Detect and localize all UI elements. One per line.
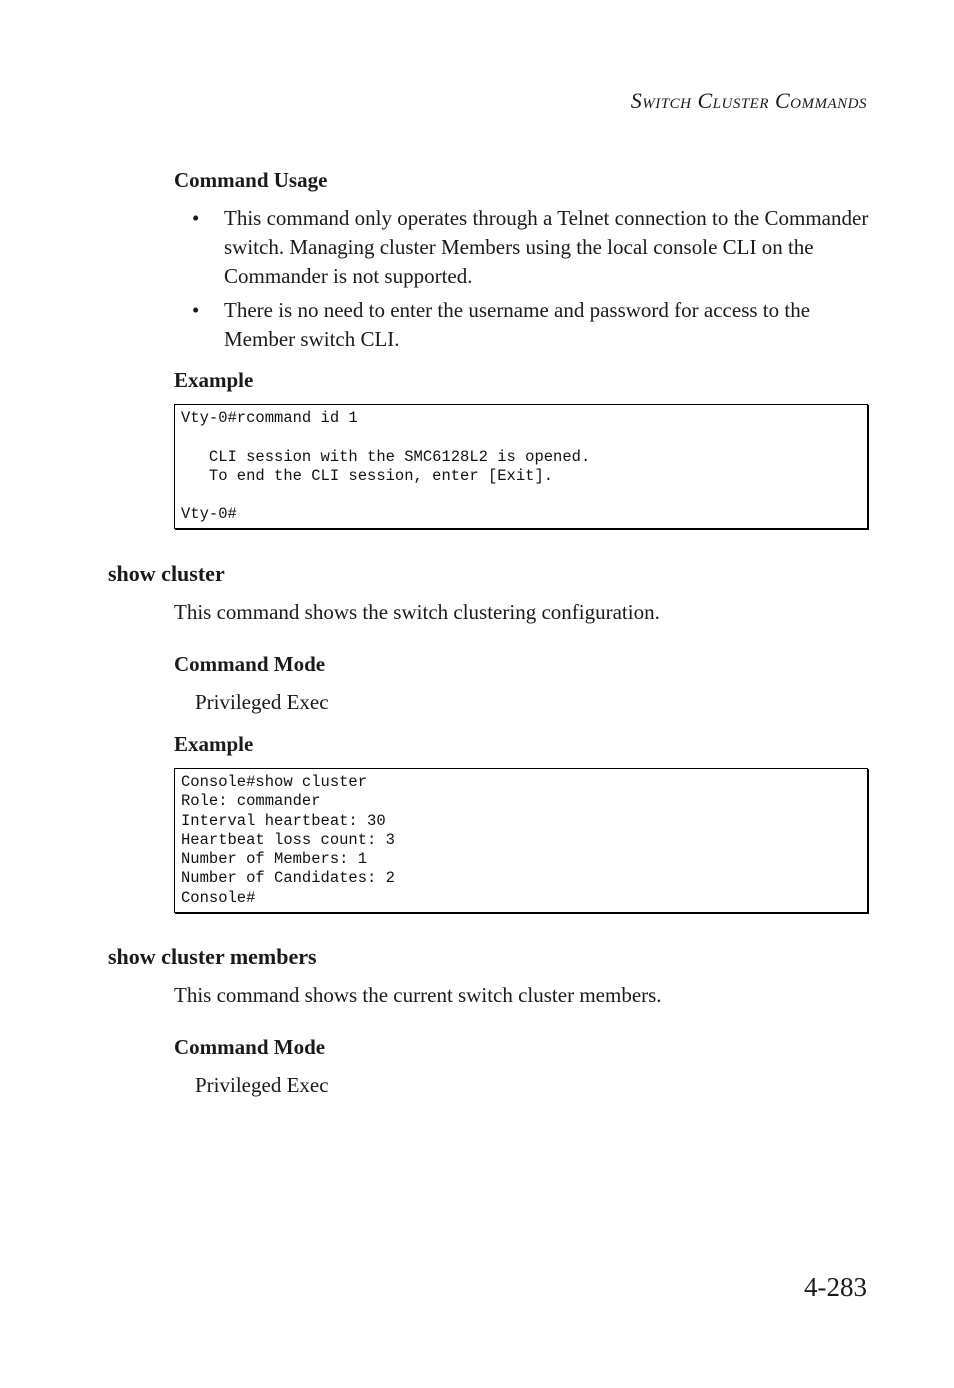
example-heading: Example — [174, 732, 254, 756]
example-code-box — [174, 768, 868, 913]
page-number: 4-283 — [804, 1272, 867, 1302]
bullet-icon: • — [192, 206, 200, 230]
command-title: show cluster members — [108, 944, 317, 969]
header-word-1: SWITCH — [630, 88, 692, 113]
command-title: show cluster — [108, 561, 225, 586]
bullet-icon: • — [192, 298, 200, 322]
command-usage-heading: Command Usage — [174, 168, 328, 192]
command-mode-heading: Command Mode — [174, 652, 326, 676]
command-mode-value: Privileged Exec — [195, 1073, 329, 1097]
bullet-text: There is no need to enter the username and password for access to the Member switch CLI. — [224, 298, 811, 351]
running-header — [631, 88, 867, 114]
header-word-3: COMMANDS — [774, 88, 867, 113]
command-mode-heading: Command Mode — [174, 1035, 326, 1059]
example-code: Console#show cluster Role: commander Interval heartbeat: 30 Heartbeat loss count: 3 Number of Members: 1 Number of Candidates: 2 Console# — [181, 773, 395, 907]
example-code-box — [174, 404, 868, 529]
list-item — [192, 204, 872, 291]
example-code: Vty-0#rcommand id 1 CLI session with the SMC6128L2 is opened. To end the CLI session, enter [Exit]. Vty-0# — [181, 409, 591, 524]
command-description: This command shows the current switch cluster members. — [174, 983, 662, 1007]
command-mode-value: Privileged Exec — [195, 690, 329, 714]
list-item — [192, 296, 872, 354]
bullet-text: This command only operates through a Telnet connection to the Commander switch. Managing cluster Members using the local console CLI on the Commander is not supported. — [224, 206, 869, 288]
command-description: This command shows the switch clustering configuration. — [174, 600, 660, 624]
header-word-2: CLUSTER — [697, 88, 769, 113]
command-usage-list — [192, 204, 872, 359]
example-heading: Example — [174, 368, 254, 392]
